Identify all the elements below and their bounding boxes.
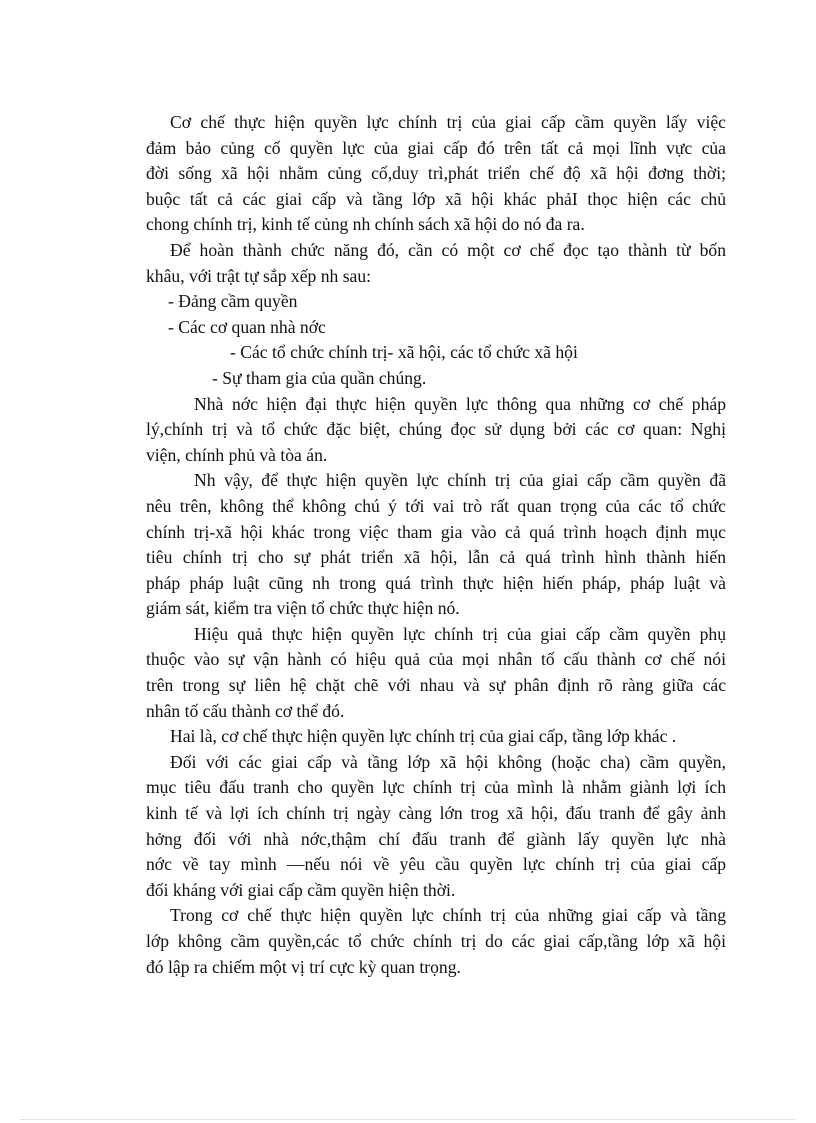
- text-line: khâu, với trật tự sắp xếp nh sau:: [146, 265, 372, 286]
- text-line: nêu trên, không thể không chú ý tới vai trò rất quan trọng của các tổ chức: [146, 495, 726, 516]
- text-line: pháp pháp luật cũng nh trong quá trình thực hiện hiến pháp, pháp luật và: [146, 572, 726, 593]
- text-line: đó lập ra chiếm một vị trí cực kỳ quan trọng.: [146, 956, 461, 977]
- list-item: - Các tổ chức chính trị- xã hội, các tổ chức xã hội: [230, 342, 578, 363]
- text-line: tiêu chính trị cho sự phát triển xã hội, lẫn cả quá trình hình thành hiến: [146, 547, 726, 568]
- list-item: - Các cơ quan nhà nớc: [168, 316, 326, 337]
- text-line: lý,chính trị và tổ chức đặc biệt, chúng đọc sử dụng bởi các cơ quan: Nghị: [146, 419, 726, 440]
- text-line: Cơ chế thực hiện quyền lực chính trị của giai cấp cầm quyền lấy việc: [170, 112, 726, 132]
- text-line: giám sát, kiểm tra viện tổ chức thực hiện nó.: [146, 598, 460, 619]
- text-line: Nhà nớc hiện đại thực hiện quyền lực thông qua những cơ chế pháp: [194, 393, 726, 414]
- text-line: mục tiêu đấu tranh cho quyền lực chính trị của mình là nhằm giành lợi ích: [146, 777, 726, 798]
- text-line: đời sống xã hội nhằm củng cố,duy trì,phát triển chế độ xã hội đơng thời;: [146, 163, 726, 184]
- text-line: Hai là, cơ chế thực hiện quyền lực chính trị của giai cấp, tầng lớp khác .: [170, 726, 677, 747]
- text-line: Trong cơ chế thực hiện quyền lực chính trị của những giai cấp và tầng: [170, 905, 726, 926]
- text-line: chính trị-xã hội khác trong việc tham gia vào cả quá trình hoạch định mục: [146, 521, 726, 542]
- text-line: kinh tế và lợi ích chính trị ngày càng lớn trog xã hội, đấu tranh để gây ảnh: [146, 803, 726, 824]
- page-bottom-rule: [20, 1119, 796, 1120]
- text-line: hởng đối với nhà nớc,thậm chí đấu tranh để giành lấy quyền lực nhà: [146, 828, 726, 849]
- text-line: thuộc vào sự vận hành có hiệu quả của mọi nhân tố cấu thành cơ chế nói: [146, 649, 726, 670]
- text-line: đảm bảo củng cố quyền lực của giai cấp đó trên tất cả mọi lĩnh vực của: [146, 137, 726, 158]
- text-line: viện, chính phủ và tòa án.: [146, 444, 328, 465]
- text-line: buộc tất cả các giai cấp và tầng lớp xã hội khác phảI thọc hiện các chủ: [146, 188, 726, 209]
- text-line: trên trong sự liên hệ chặt chẽ với nhau và sự phân định rõ ràng giữa các: [146, 675, 726, 696]
- text-line: đối kháng với giai cấp cầm quyền hiện thời.: [146, 879, 456, 900]
- text-line: Nh vậy, để thực hiện quyền lực chính trị của giai cấp cầm quyền đã: [194, 470, 726, 491]
- text-line: nớc về tay mình —nếu nói về yêu cầu quyền lực chính trị của giai cấp: [146, 854, 726, 875]
- text-line: chong chính trị, kinh tế củng nh chính sách xã hội do nó đa ra.: [146, 214, 585, 235]
- text-line: lớp không cầm quyền,các tổ chức chính trị do các giai cấp,tầng lớp xã hội: [146, 931, 726, 951]
- text-line: nhân tố cấu thành cơ thể đó.: [146, 700, 345, 721]
- text-line: Để hoàn thành chức năng đó, cần có một cơ chế đọc tạo thành từ bốn: [170, 239, 726, 260]
- list-item: - Sự tham gia của quần chúng.: [212, 367, 427, 388]
- text-line: Hiệu quả thực hiện quyền lực chính trị của giai cấp cầm quyền phụ: [194, 623, 726, 644]
- text-line: Đối với các giai cấp và tầng lớp xã hội không (hoặc cha) cầm quyền,: [170, 751, 726, 772]
- list-item: - Đảng cầm quyền: [168, 291, 298, 312]
- document-body: [146, 110, 726, 980]
